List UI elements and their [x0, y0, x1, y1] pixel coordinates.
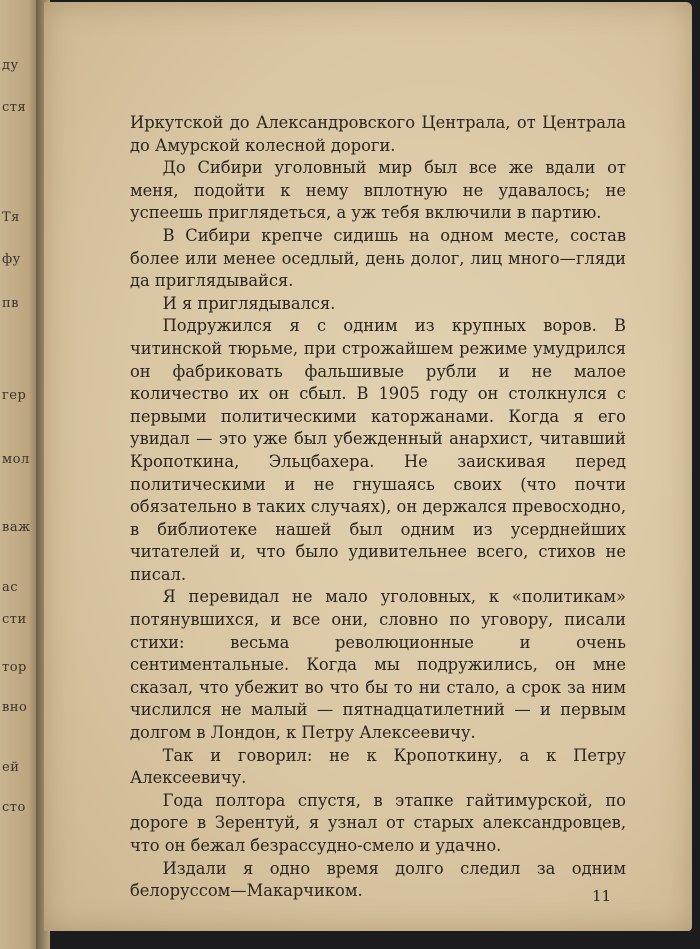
left-page-fragment: ас [2, 580, 19, 595]
left-page-fragment: пв [2, 296, 19, 311]
paragraph: Подружился я с одним из крупных воров. В читинской тюрьме, при строжайшем режиме умудрился он фабриковать фальшивые рубли и не малое количество их он сбыл. В 1905 году он столкнулся с первыми политическими каторжанами. Когда я его увидал — это уже был убежденный анархист, читавший Кропоткина, Эльцбахера. Не заискивая перед политическими и не гнушаясь своих (что почти обязательно в таких случаях), он держался превосходно, в библиотеке нашей был одним из усерднейших читателей и, что было удивительнее всего, стихов не писал. [130, 316, 626, 584]
left-page-fragment: тор [2, 660, 27, 675]
left-page-fragment: Тя [2, 210, 20, 225]
paragraph: И я приглядывался. [162, 293, 336, 313]
paragraph: В Сибири крепче сидишь на одном месте, состав более или менее оседлый, день долог, лиц много—гляди да приглядывайся. [130, 225, 626, 291]
paragraph: Я перевидал не мало уголовных, к «политикам» потянувшихся, и все они, словно по уговору, писали стихи: весьма революционные и очень сентиментальные. Когда мы подружились, он мне сказал, что убежит во что бы то ни стало, а срок за ним числился не малый — пятнадцатилетний — и первым долгом в Лондон, к Петру Алексеевичу. [130, 587, 626, 743]
left-page-fragment: гер [2, 388, 27, 403]
left-page-fragment: мол [2, 452, 30, 467]
paragraph: Так и говорил: не к Кропоткину, а к Петру Алексеевичу. [130, 745, 626, 788]
body-text [130, 112, 626, 903]
paragraph: Иркутской до Александровского Централа, от Централа до Амурской колесной дороги. [130, 113, 626, 155]
paragraph: Издали я одно время долго следил за одним белоруссом—Макарчиком. [130, 858, 626, 901]
book-page [44, 2, 692, 931]
left-page-fragment: вно [2, 700, 28, 715]
left-page-fragment: ей [2, 760, 20, 775]
left-page-fragment: ду [2, 58, 19, 73]
left-page-fragment: сто [2, 800, 26, 815]
page-number: 11 [592, 887, 612, 905]
left-page-fragment: фу [2, 252, 21, 267]
left-page-edge [0, 0, 40, 949]
left-page-fragment: сти [2, 612, 27, 627]
left-page-fragment: важ [2, 520, 31, 535]
paragraph: До Сибири уголовный мир был все же вдали от меня, подойти к нему вплотную не удавалось; не успеешь приглядеться, а уж тебя включили в партию. [130, 158, 626, 223]
paragraph: Года полтора спустя, в этапке гайтимурской, по дороге в Зерентуй, я узнал от старых александровцев, что он бежал безрассудно-смело и удачно. [130, 790, 626, 855]
left-page-fragment: стя [2, 100, 27, 115]
